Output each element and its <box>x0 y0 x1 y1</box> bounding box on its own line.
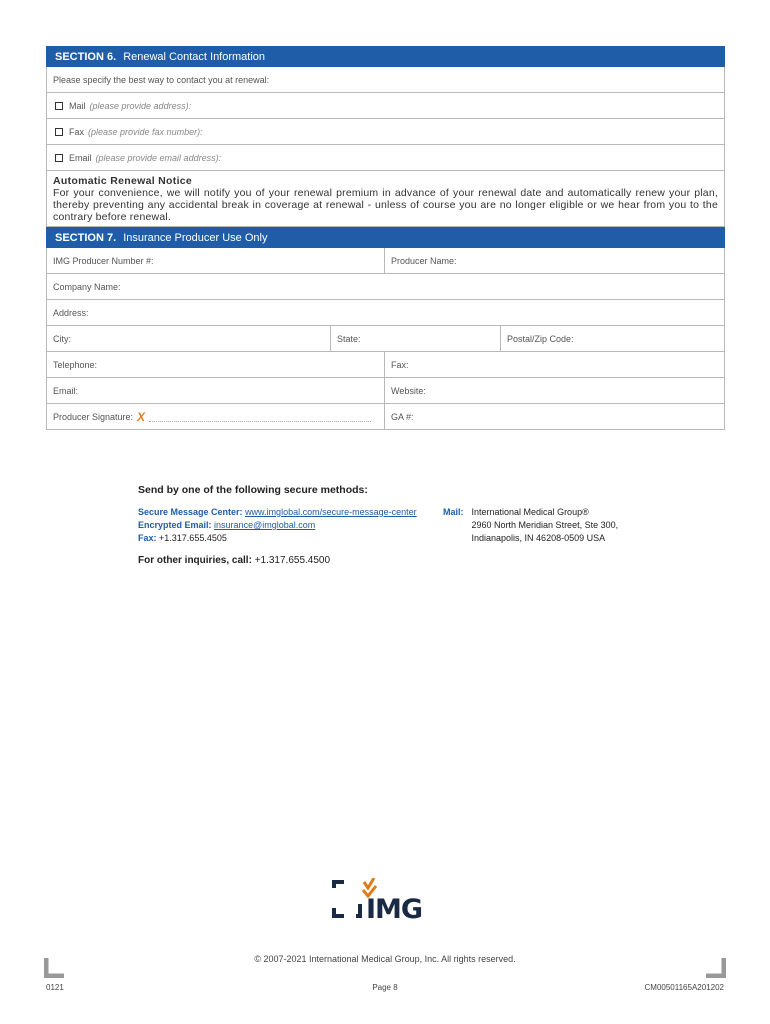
signature-row <box>46 404 725 430</box>
mail-method-label: Mail: <box>443 507 464 517</box>
company-name-field[interactable]: Company Name: <box>53 281 121 292</box>
mail-option-row[interactable] <box>46 93 725 119</box>
footer-code-right: CM00501165A201202 <box>644 983 724 992</box>
signature-field[interactable] <box>47 404 384 429</box>
mail-hint: (please provide address): <box>89 100 192 111</box>
corner-right-icon <box>706 958 726 978</box>
fax-method-value: +1.317.655.4505 <box>159 533 227 543</box>
other-phone: +1.317.655.4500 <box>254 555 331 566</box>
fax-checkbox[interactable] <box>55 128 63 136</box>
img-logo-text: IMG <box>366 894 423 925</box>
zip-field[interactable]: Postal/Zip Code: <box>500 326 724 351</box>
company-row <box>46 274 725 300</box>
email-hint: (please provide email address): <box>95 152 222 163</box>
section-6-title: Renewal Contact Information <box>123 51 266 63</box>
website-field[interactable]: Website: <box>384 378 724 403</box>
mail-line-3: Indianapolis, IN 46208-0509 USA <box>471 533 606 543</box>
page-number: Page 8 <box>372 983 398 992</box>
state-field[interactable]: State: <box>330 326 500 351</box>
notice-body: For your convenience, we will notify you of your renewal premium in advance of your renewal date and automatically renew your plan, thereby preventing any accidental break in coverage at renewal - unless of course you are no longer eligible or we hear from you to the contrary before renewal. <box>53 187 718 223</box>
send-methods <box>138 484 638 566</box>
contact-prompt-row <box>46 67 725 93</box>
section-7-title: Insurance Producer Use Only <box>123 232 268 244</box>
mail-checkbox[interactable] <box>55 102 63 110</box>
encrypted-email-label: Encrypted Email: <box>138 520 212 530</box>
send-title: Send by one of the following secure methods: <box>138 484 368 496</box>
corner-left-icon <box>44 958 64 978</box>
other-inquiries <box>138 555 638 566</box>
fax-method-label: Fax: <box>138 533 157 543</box>
fax-field[interactable]: Fax: <box>384 352 724 377</box>
smc-link[interactable]: www.imglobal.com/secure-message-center <box>245 507 417 517</box>
renewal-form <box>46 46 725 430</box>
other-label: For other inquiries, call: <box>138 555 252 566</box>
producer-number-field[interactable]: IMG Producer Number #: <box>53 255 154 266</box>
telephone-field[interactable]: Telephone: <box>53 359 98 370</box>
email-option-row[interactable] <box>46 145 725 171</box>
section-7-number: SECTION 7. <box>55 232 117 244</box>
address-row <box>46 300 725 326</box>
city-field[interactable]: City: <box>53 333 71 344</box>
email-label: Email <box>69 152 92 163</box>
phone-row <box>46 352 725 378</box>
notice-title: Automatic Renewal Notice <box>53 175 193 187</box>
copyright: © 2007-2021 International Medical Group, Inc. All rights reserved. <box>254 954 516 964</box>
footer-code-left: 0121 <box>46 983 64 992</box>
section-7-header <box>46 227 725 248</box>
encrypted-email-link[interactable]: insurance@imglobal.com <box>214 520 316 530</box>
smc-label: Secure Message Center: <box>138 507 243 517</box>
fax-option-row[interactable] <box>46 119 725 145</box>
section-6-header <box>46 46 725 67</box>
city-row <box>46 326 725 352</box>
img-logo <box>330 878 440 924</box>
section-6-number: SECTION 6. <box>55 51 117 63</box>
renewal-notice <box>46 171 725 227</box>
mail-label: Mail <box>69 100 86 111</box>
ga-field[interactable]: GA #: <box>384 404 724 429</box>
address-field[interactable]: Address: <box>53 307 89 318</box>
email-checkbox[interactable] <box>55 154 63 162</box>
contact-prompt: Please specify the best way to contact you at renewal: <box>53 74 270 85</box>
signature-line[interactable] <box>149 411 371 422</box>
signature-x-mark: X <box>137 409 146 424</box>
fax-label: Fax <box>69 126 85 137</box>
producer-name-field[interactable]: Producer Name: <box>384 248 724 273</box>
email-field[interactable]: Email: <box>53 385 79 396</box>
mail-line-2: 2960 North Meridian Street, Ste 300, <box>471 520 619 530</box>
signature-label: Producer Signature: <box>53 411 134 422</box>
email-row <box>46 378 725 404</box>
mail-line-1: International Medical Group® <box>471 507 589 517</box>
producer-row <box>46 248 725 274</box>
fax-hint: (please provide fax number): <box>88 126 203 137</box>
